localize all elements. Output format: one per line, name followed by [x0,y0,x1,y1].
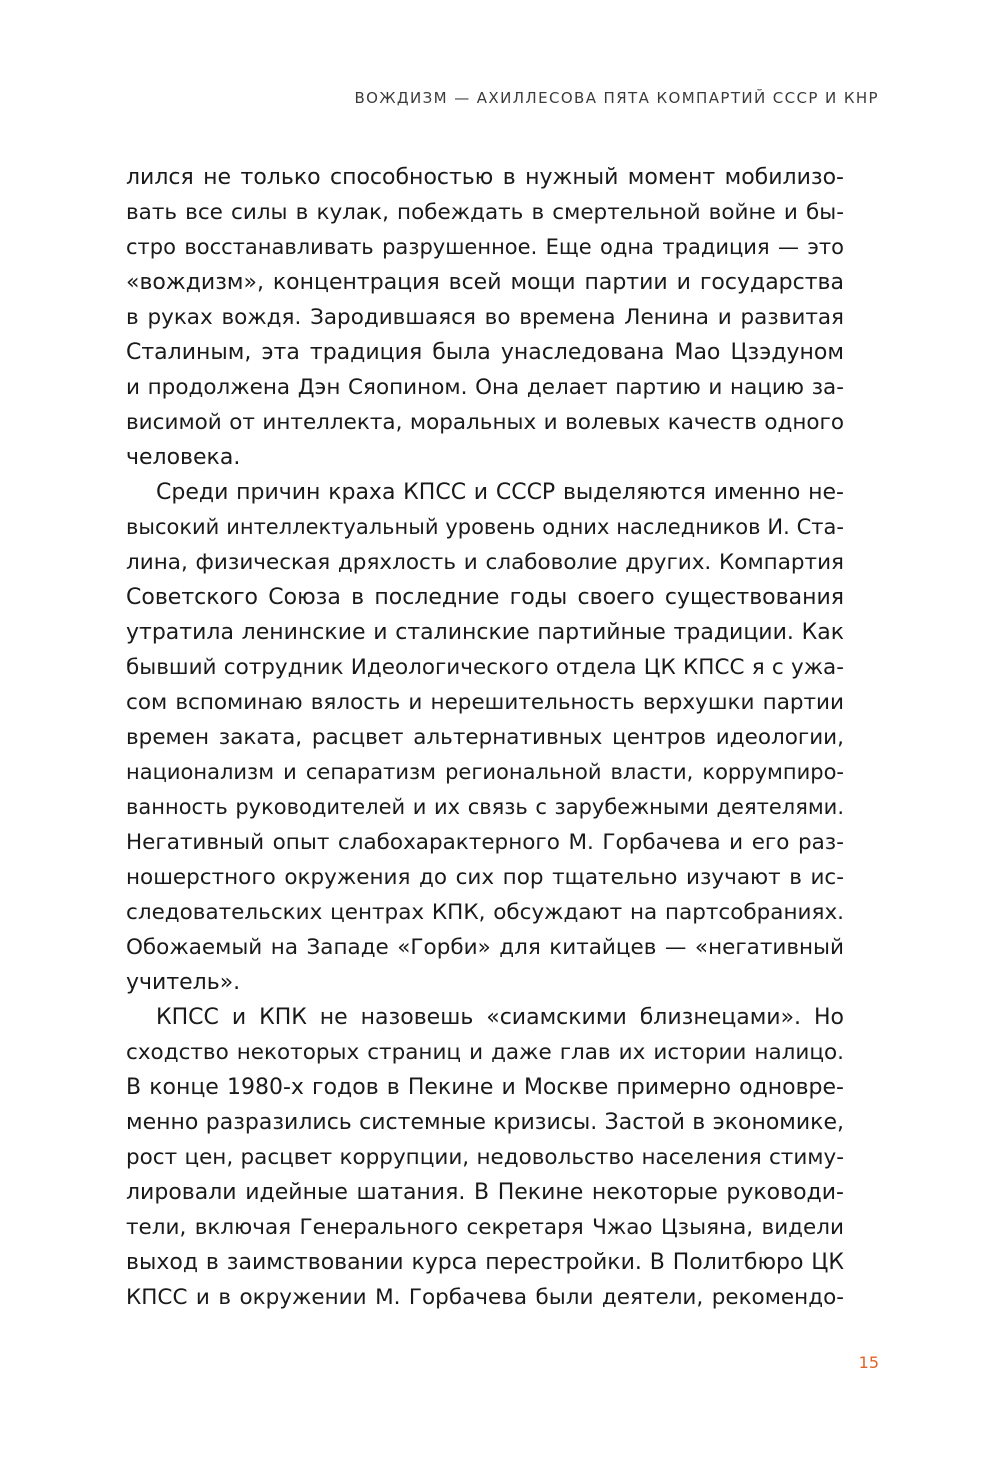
text-line: лировали идейные шатания. В Пекине некоторые руководи- [126,1180,844,1205]
text-line: ванность руководителей и их связь с зарубежными деятелями. [126,795,844,819]
paragraph-first-line: КПСС и КПК не назовешь «сиамскими близнецами». Но [156,1005,844,1030]
text-line: национализм и сепаратизм региональной власти, коррумпиро- [126,760,844,784]
text-line: лина, физическая дряхлость и слабоволие других. Компартия [126,550,844,575]
text-line: тели, включая Генерального секретаря Чжао Цзыяна, видели [126,1215,844,1240]
text-line: и продолжена Дэн Сяопином. Она делает партию и нацию за- [126,375,844,400]
text-line: бывший сотрудник Идеологического отдела ЦК КПСС я с ужа- [126,655,844,680]
text-line: Советского Союза в последние годы своего существования [126,585,844,610]
text-line: времен заката, расцвет альтернативных центров идеологии, [126,725,844,750]
text-line: учитель». [126,970,241,995]
text-line: сом вспоминаю вялость и нерешительность верхушки партии [126,690,844,715]
text-line: сходство некоторых страниц и даже глав их истории налицо. [126,1040,844,1065]
paragraph-first-line: Среди причин краха КПСС и СССР выделяются именно не- [156,480,844,505]
text-line: выход в заимствовании курса перестройки. В Политбюро ЦК [126,1250,844,1275]
text-line: висимой от интеллекта, моральных и волевых качеств одного [126,410,844,435]
text-line: высокий интеллектуальный уровень одних наследников И. Ста- [126,515,844,539]
text-line: стро восстанавливать разрушенное. Еще одна традиция — это [126,235,844,259]
page-number: 15 [858,1353,879,1372]
running-head: ВОЖДИЗМ — АХИЛЛЕСОВА ПЯТА КОМПАРТИЙ СССР И КНР [354,89,879,107]
text-line: Обожаемый на Западе «Горби» для китайцев — «негативный [126,935,844,960]
text-line: КПСС и в окружении М. Горбачева были деятели, рекомендо- [126,1285,844,1310]
text-line: рост цен, расцвет коррупции, недовольство населения стиму- [126,1145,844,1170]
text-line: в руках вождя. Зародившаяся во времена Ленина и развитая [126,305,844,330]
text-line: «вождизм», концентрация всей мощи партии и государства [126,270,844,295]
text-line: ношерстного окружения до сих пор тщательно изучают в ис- [126,865,844,890]
text-line: лился не только способностью в нужный момент мобилизо- [126,165,844,190]
text-line: Негативный опыт слабохарактерного М. Горбачева и его раз- [126,830,844,855]
text-line: следовательских центрах КПК, обсуждают на партсобраниях. [126,900,844,925]
text-line: Сталиным, эта традиция была унаследована Мао Цзэдуном [126,340,844,365]
body-text [126,160,844,1315]
text-line: вать все силы в кулак, побеждать в смертельной войне и бы- [126,200,844,225]
text-line: менно разразились системные кризисы. Застой в экономике, [126,1110,844,1135]
text-line: человека. [126,445,241,470]
text-line: утратила ленинские и сталинские партийные традиции. Как [126,620,844,645]
text-line: В конце 1980-х годов в Пекине и Москве примерно одновре- [126,1075,844,1100]
